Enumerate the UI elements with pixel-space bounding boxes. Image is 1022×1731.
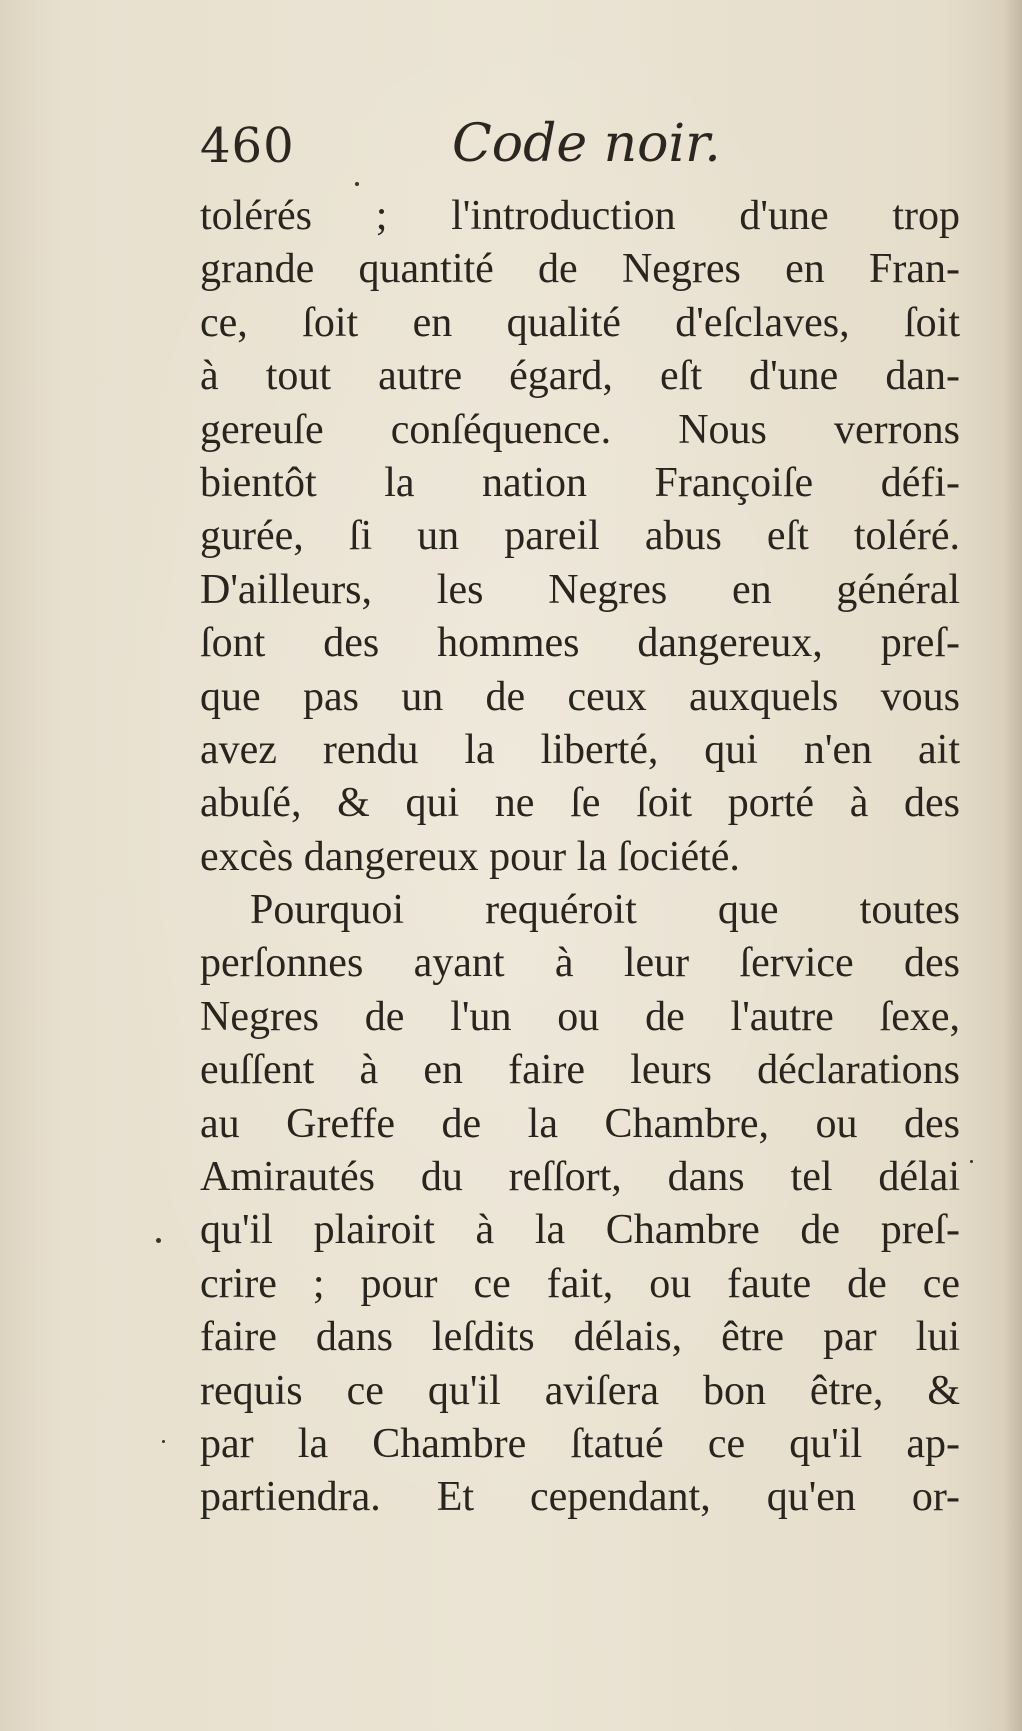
text-line: requis ce qu'il aviſera bon être, &: [200, 1367, 960, 1414]
text-line: abuſé, & qui ne ſe ſoit porté à des: [200, 780, 960, 827]
text-line: D'ailleurs, les Negres en général: [200, 566, 960, 613]
running-title: Code noir.: [452, 114, 721, 174]
text-line: au Greffe de la Chambre, ou des: [200, 1100, 960, 1147]
paragraph-1: [200, 190, 960, 884]
ink-speck: [162, 1440, 165, 1443]
text-line: perſonnes ayant à leur ſervice des: [200, 940, 960, 987]
page-number: 460: [200, 118, 295, 174]
text-line: qu'il plairoit à la Chambre de preſ-: [200, 1207, 960, 1254]
text-line: faire dans leſdits délais, être par lui: [200, 1314, 960, 1361]
text-line: ſont des hommes dangereux, preſ-: [200, 620, 960, 667]
text-line: gurée, ſi un pareil abus eſt toléré.: [200, 513, 960, 560]
body-text: [200, 190, 960, 1525]
text-line: crire ; pour ce fait, ou faute de ce: [200, 1260, 960, 1307]
text-line: partiendra. Et cependant, qu'en or-: [200, 1474, 960, 1521]
page-edge-shadow: [1004, 0, 1022, 1731]
text-line: que pas un de ceux auxquels vous: [200, 673, 960, 720]
text-line: tolérés ; l'introduction d'une trop: [200, 193, 960, 239]
ink-speck: [156, 1238, 161, 1243]
paragraph-2: [200, 884, 960, 1525]
ink-speck: [355, 182, 359, 186]
text-line: avez rendu la liberté, qui n'en ait: [200, 726, 960, 773]
text-line: Negres de l'un ou de l'autre ſexe,: [200, 993, 960, 1040]
text-line: gereuſe conſéquence. Nous verrons: [200, 406, 960, 453]
page-header: [200, 108, 960, 188]
text-line: par la Chambre ſtatué ce qu'il ap-: [200, 1420, 960, 1467]
text-line: à tout autre égard, eſt d'une dan-: [200, 353, 960, 400]
text-line: ce, ſoit en qualité d'eſclaves, ſoit: [200, 299, 960, 346]
text-line: grande quantité de Negres en Fran-: [200, 246, 960, 293]
text-line: bientôt la nation Françoiſe défi-: [200, 459, 960, 506]
text-line: Amirautés du reſſort, dans tel délai: [200, 1154, 960, 1201]
text-line: euſſent à en faire leurs déclarations: [200, 1047, 960, 1094]
ink-speck: [970, 1160, 973, 1163]
text-line: excès dangereux pour la ſociété.: [200, 833, 740, 880]
text-line: Pourquoi requéroit que toutes: [250, 887, 960, 934]
